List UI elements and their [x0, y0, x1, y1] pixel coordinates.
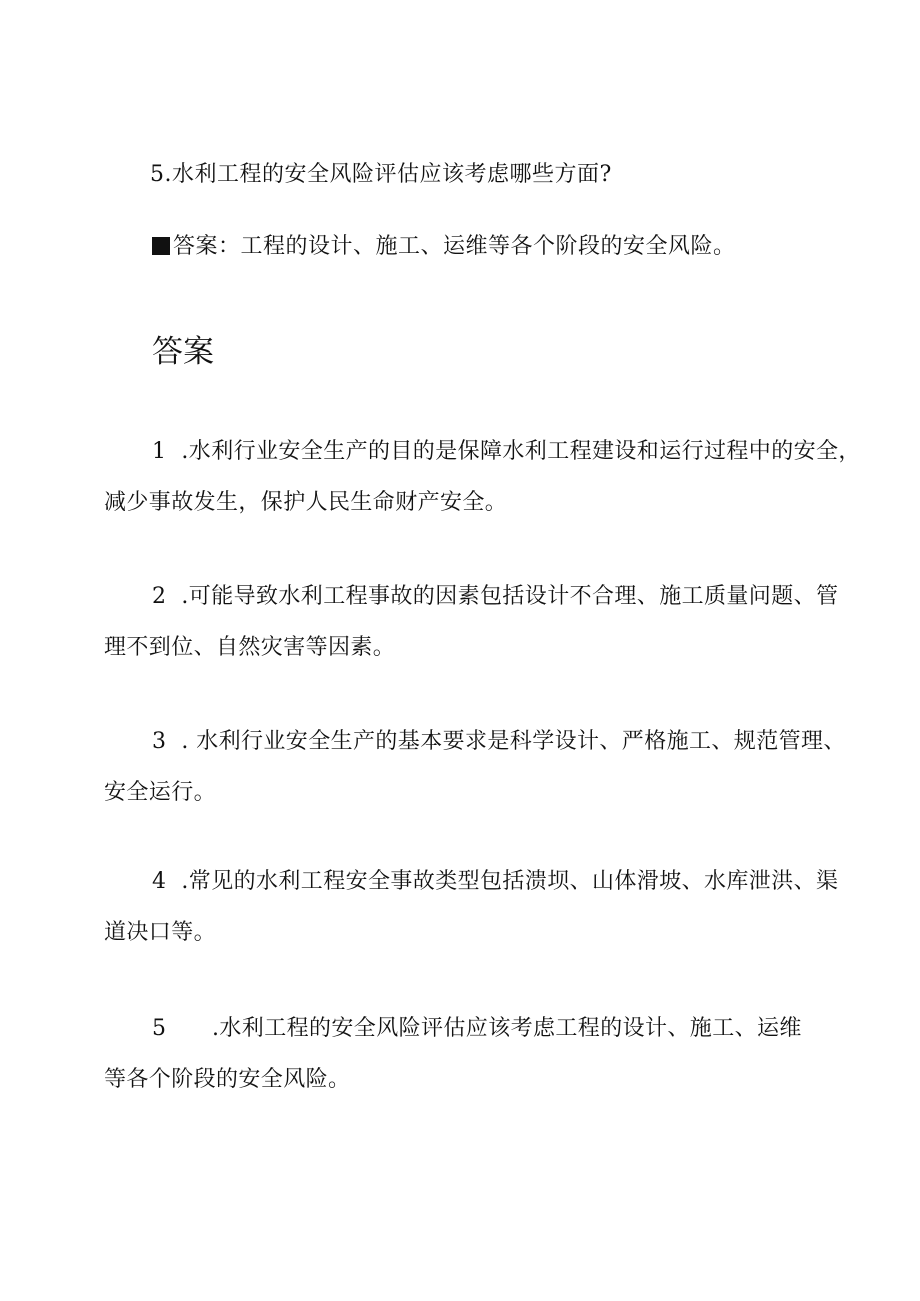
answer-item-continuation: 减少事故发生，保护人民生命财产安全。 [104, 490, 508, 515]
answer-item-text: . 水利行业安全生产的基本要求是科学设计、严格施工、规范管理、 [181, 729, 846, 754]
question-text: 5.水利工程的安全风险评估应该考虑哪些方面? [150, 162, 612, 187]
answer-item-continuation: 理不到位、自然灾害等因素。 [104, 635, 396, 660]
answer-item-text: .水利工程的安全风险评估应该考虑工程的设计、施工、运维 [212, 1016, 802, 1041]
answer-item-number: 1 [152, 439, 167, 464]
answer-item-text: .常见的水利工程安全事故类型包括溃坝、山体滑坡、水库泄洪、渠 [181, 869, 839, 894]
answer-item-first-line [104, 856, 839, 907]
answer-item-first-line [104, 716, 846, 767]
answer-item-continuation: 道决口等。 [104, 920, 217, 945]
answer-item-number: 3 [152, 729, 167, 754]
section-title: 答案 [152, 334, 214, 370]
answer-item-continuation: 等各个阶段的安全风险。 [104, 1067, 351, 1092]
answer-item-text: .水利行业安全生产的目的是保障水利工程建设和运行过程中的安全， [181, 439, 861, 464]
answer-item-first-line [104, 1003, 834, 1054]
answer-item-first-line [104, 426, 861, 477]
answer-line-text: 答案：工程的设计、施工、运维等各个阶段的安全风险。 [173, 234, 736, 259]
answer-item [104, 571, 839, 673]
answer-item [104, 716, 846, 818]
answer-item [104, 1003, 834, 1105]
answer-item [104, 856, 839, 958]
answer-item-continuation: 安全运行。 [104, 780, 217, 805]
answer-item [104, 426, 861, 528]
answer-item-number: 2 [152, 584, 167, 609]
answer-item-text: .可能导致水利工程事故的因素包括设计不合理、施工质量问题、管 [181, 584, 839, 609]
answer-item-number: 5 [152, 1016, 167, 1041]
answer-line [152, 232, 736, 262]
black-square-icon [152, 237, 170, 255]
answer-item-number: 4 [152, 869, 167, 894]
answer-item-first-line [104, 571, 839, 622]
